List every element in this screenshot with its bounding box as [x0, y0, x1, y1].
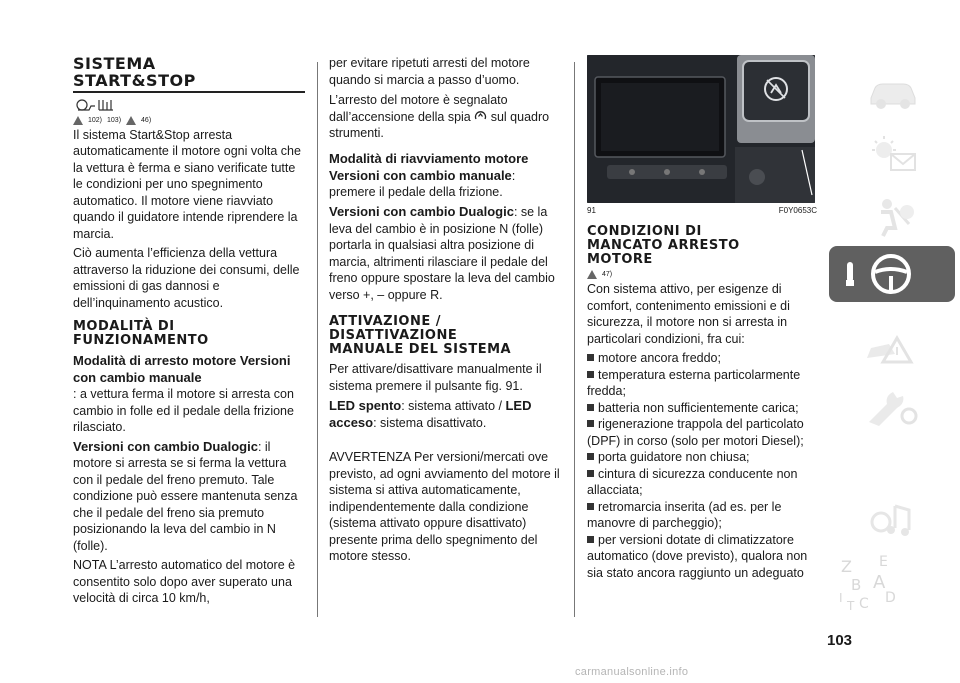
tab-multimedia[interactable]: [829, 492, 955, 548]
activation-heading: ATTIVAZIONE / DISATTIVAZIONE MANUALE DEL SISTEMA: [329, 314, 512, 357]
tab-emergency[interactable]: [829, 318, 955, 374]
column-1: [73, 55, 305, 610]
conditions-reference: 47): [587, 270, 817, 279]
column-divider-2: [574, 62, 575, 617]
index-icon: [829, 552, 955, 612]
airbag-icon: [829, 190, 955, 246]
tab-index[interactable]: [829, 552, 955, 612]
caution-triangle-icon: [587, 270, 597, 279]
warning-light-icon: [829, 126, 955, 182]
restart-heading: Modalità di riavviamento motore: [329, 150, 529, 166]
warning-triangle-icon: [73, 116, 83, 125]
index-letter: D: [885, 590, 896, 606]
list-item: batteria non sufficientemente carica;: [587, 400, 817, 417]
stop-manual-text: : a vettura ferma il motore si arresta con cambio in folle ed il pedale della frizione rilasciato.: [73, 387, 294, 434]
column-divider-1: [317, 62, 318, 617]
restart-manual-text: premere il pedale della frizione.: [329, 184, 503, 199]
index-letter: T: [847, 599, 855, 612]
list-item: rigenerazione trappola del particolato (DPF) in corso (solo per motori Diesel);: [587, 417, 804, 448]
tab-safety[interactable]: [829, 190, 955, 246]
figure-caption: 91 F0Y0653C: [587, 206, 817, 215]
indicator-paragraph: L’arresto del motore è segnalato dall’accensione della spia sul quadro strumenti.: [329, 93, 550, 140]
stop-manual-heading: Modalità di arresto motore Versioni con cambio manuale: [73, 353, 291, 385]
activation-paragraph: Per attivare/disattivare manualmente il sistema premere il pulsante fig. 91.: [329, 362, 542, 393]
warning-references: 102) 103) 46): [73, 116, 305, 125]
dashboard-figure: [587, 55, 815, 203]
intro-paragraph: Il sistema Start&Stop arresta automaticamente il motore ogni volta che la vettura è ferma e siano verificate tutte le condizioni per uno spegnimento automatico. Il motore viene riavviato quando il guidatore intende riprendere la marcia.: [73, 127, 301, 241]
index-letter: Z: [841, 557, 852, 576]
index-letter: A: [873, 572, 886, 593]
column-2: [329, 55, 561, 568]
restart-manual-heading: Versioni con cambio manuale:: [329, 167, 516, 183]
list-item: porta guidatore non chiusa;: [587, 449, 817, 466]
start-stop-warning-light-icon: [474, 110, 490, 124]
list-item: per versioni dotate di climatizzatore automatico (dove previsto), qualora non sia stato ancora raggiunto un adeguato: [587, 532, 808, 580]
note-paragraph: NOTA L’arresto automatico del motore è consentito solo dopo aver superato una velocità di circa 10 km/h,: [73, 558, 296, 605]
list-item: retromarcia inserita (ad es. per le manovre di parcheggio);: [587, 499, 782, 530]
index-letter: E: [879, 554, 888, 570]
tab-warning-lights[interactable]: [829, 126, 955, 182]
index-letter: B: [851, 576, 862, 594]
led-status-paragraph: LED spento: sistema attivato / LED acceso: sistema disattivato.: [329, 398, 532, 430]
index-letter: C: [859, 596, 869, 612]
stop-dualogic-paragraph: Versioni con cambio Dualogic: il motore si arresta se si ferma la vettura con il pedale del freno premuto. Tale condizione può essere mantenuta senza che il pedale del freno sia premuto posizionando la leva del cambio in N (folle).: [73, 438, 298, 553]
car-icon: [829, 62, 955, 118]
title-rule: [73, 91, 305, 93]
conditions-intro: Con sistema attivo, per esigenze di comfort, contenimento emissioni e di sicurezza, il motore non si arresta in particolari condizioni, fra cui:: [587, 282, 790, 346]
tab-starting-driving[interactable]: [829, 246, 955, 302]
page-number: 103: [827, 632, 853, 649]
column-3: [587, 55, 817, 581]
operation-heading: MODALITÀ DI FUNZIONAMENTO: [73, 319, 209, 348]
conditions-list: [587, 350, 817, 581]
accident-icon: [829, 318, 955, 374]
caution-triangle-icon: [126, 116, 136, 125]
multimedia-icon: [829, 492, 955, 548]
list-item: motore ancora freddo;: [587, 350, 817, 367]
tab-maintenance[interactable]: [829, 380, 955, 436]
list-item: temperatura esterna particolarmente fredda;: [587, 367, 801, 398]
efficiency-paragraph: Ciò aumenta l’efficienza della vettura attraverso la riduzione dei consumi, delle emissioni di gas dannosi e dell’inquinamento acustico.: [73, 246, 300, 310]
maintenance-icon: [829, 380, 955, 436]
watermark: carmanualsonline.info: [575, 666, 689, 678]
section-title: SISTEMA START&STOP: [73, 54, 196, 90]
continuation-paragraph: per evitare ripetuti arresti del motore quando si marcia a passo d’uomo.: [329, 56, 530, 87]
conditions-heading: CONDIZIONI DI MANCATO ARRESTO MOTORE: [587, 224, 740, 267]
tab-car[interactable]: [829, 62, 955, 118]
list-item: cintura di sicurezza conducente non allacciata;: [587, 466, 798, 497]
steering-wheel-key-icon: [829, 246, 955, 302]
restart-dualogic-paragraph: Versioni con cambio Dualogic: se la leva del cambio è in posizione N (folle) portarla in qualsiasi altra posizione di marcia, altrimenti rilasciare il pedale del freno oppure spostare la leva del cambio verso +, – oppure R.: [329, 204, 555, 302]
warning-paragraph: AVVERTENZA Per versioni/mercati ove previsto, ad ogni avviamento del motore il sistema si attiva automaticamente, indipendentemente dalla condizione (sistema attivato oppure disattivato) presente prima dello spegnimento del motore stesso.: [329, 450, 560, 563]
start-stop-icon: [73, 97, 305, 113]
index-letter: I: [839, 591, 843, 605]
